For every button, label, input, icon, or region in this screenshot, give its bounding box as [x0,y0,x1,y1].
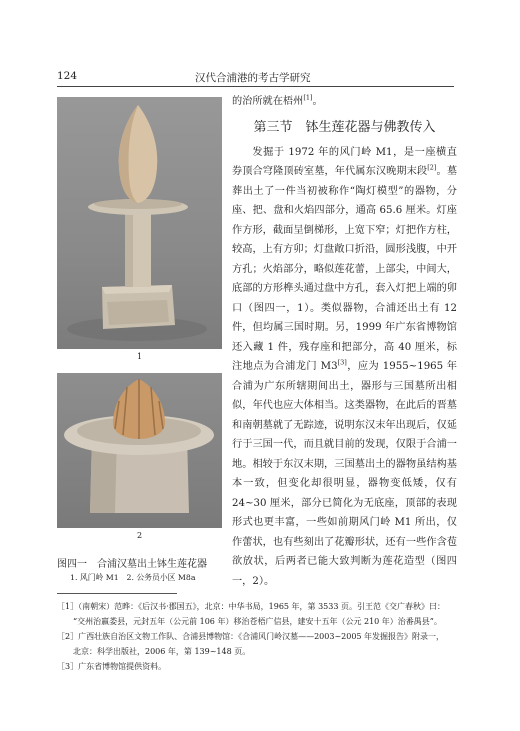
pottery-lamp-image [57,97,222,349]
header-rule [57,86,454,87]
intro-text: 的治所就在梧州 [232,96,304,107]
intro-tail: 。 [312,96,323,107]
footnote-mark: ［3］ [57,662,79,671]
page-number: 124 [57,70,78,82]
body-text [232,92,457,591]
footnote-1 [57,599,457,629]
pottery-vessel-image [57,373,222,528]
footnote-text-cont: 北京：科学出版社，2006 年，第 139~148 页。 [73,647,251,656]
footnote-3 [57,659,457,674]
footnote-ref-1[interactable]: [1] [303,93,313,102]
para-text-3: ，应为 1955~1965 年合浦为广东所辖期间出土，器形与三国墓所出相似，年代也应大体相当。这类器物，在此后的晋墓和南朝墓就了无踪迹，说明东汉末年出现后，仅延行于三国一代，而且就目前的发现，仅限于合浦一地。相较于东汉末期，三国墓出土的器物虽结构基本一致，但变化却很明显，器物变低矮，仅有 24~30 厘米，部分已简化为无底座，顶部的表现形式也更丰富，一些如前期风门岭 M1 所出，仅作蕾状，也有些刻出了花瓣形状，还有一些作含苞欲放状，后两者已能大致判断为莲花造型（图四一，2）。 [232,361,457,587]
figure-1-number: 1 [136,352,143,361]
figure-photo-2 [57,373,222,528]
footnote-text: 广东省博物馆提供资料。 [78,662,167,671]
running-title: 汉代合浦港的考古学研究 [195,72,311,84]
footnote-2 [57,629,457,659]
figure-caption-title: 图四一 合浦汉墓出土钵生莲花器 [57,559,207,570]
paragraph [232,143,457,592]
figure-caption-note: 1. 风门岭 M1 2. 公务员小区 M8a [70,573,196,582]
footnotes [57,599,457,674]
footnote-ref-3[interactable]: [3] [337,358,347,367]
para-text-1: 发掘于 1972 年的风门岭 M1，是一座横直券顶合穹隆顶砖室墓，年代属东汉晚期末段 [232,146,457,177]
footnote-ref-2[interactable]: [2] [427,163,437,172]
section-title: 第三节 钵生莲花器与佛教传入 [253,119,436,135]
footnote-mark: ［2］ [57,632,79,641]
footnote-rule [57,593,177,594]
footnote-mark: ［1］ [57,602,79,611]
intro-line [232,92,457,112]
para-text-2: 。墓葬出土了一件当初被称作“陶灯模型”的器物，分座、把、盘和火焰四部分，通高 65.6 厘米。灯座作方形，截面呈倒梯形，上宽下窄；灯把作方柱，较高，上有方卯；灯盘敞口折沿，圆形浅腹，中开方孔；火焰部分，略似莲花蕾，上部尖，中间大，底部的方形榫头通过盘中方孔，套入灯把上端的卯口（图四一，1）。类似器物，合浦还出土有 12 件，但均属三国时期。另，1999 年广东省博物馆还入藏 1 件，残存座和把部分，高 40 厘米，标注地点为合浦龙门 M3 [232,166,458,372]
figure-2-number: 2 [136,531,143,540]
footnote-text: （南朝宋）范晔：《后汉书·郡国五》，北京：中华书局，1965 年，第 3533 页。引王范《交广春秋》曰： [78,602,445,611]
footnote-text: 广西壮族自治区文物工作队、合浦县博物馆：《合浦风门岭汉墓——2003~2005 年发掘报告》附录一， [78,632,445,641]
footnote-text-cont: “交州治嬴娄县，元封五年（公元前 106 年）移治苍梧广信县，建安十五年（公元 210 年）治番禺县”。 [73,617,442,626]
figure-photo-1 [57,97,222,349]
